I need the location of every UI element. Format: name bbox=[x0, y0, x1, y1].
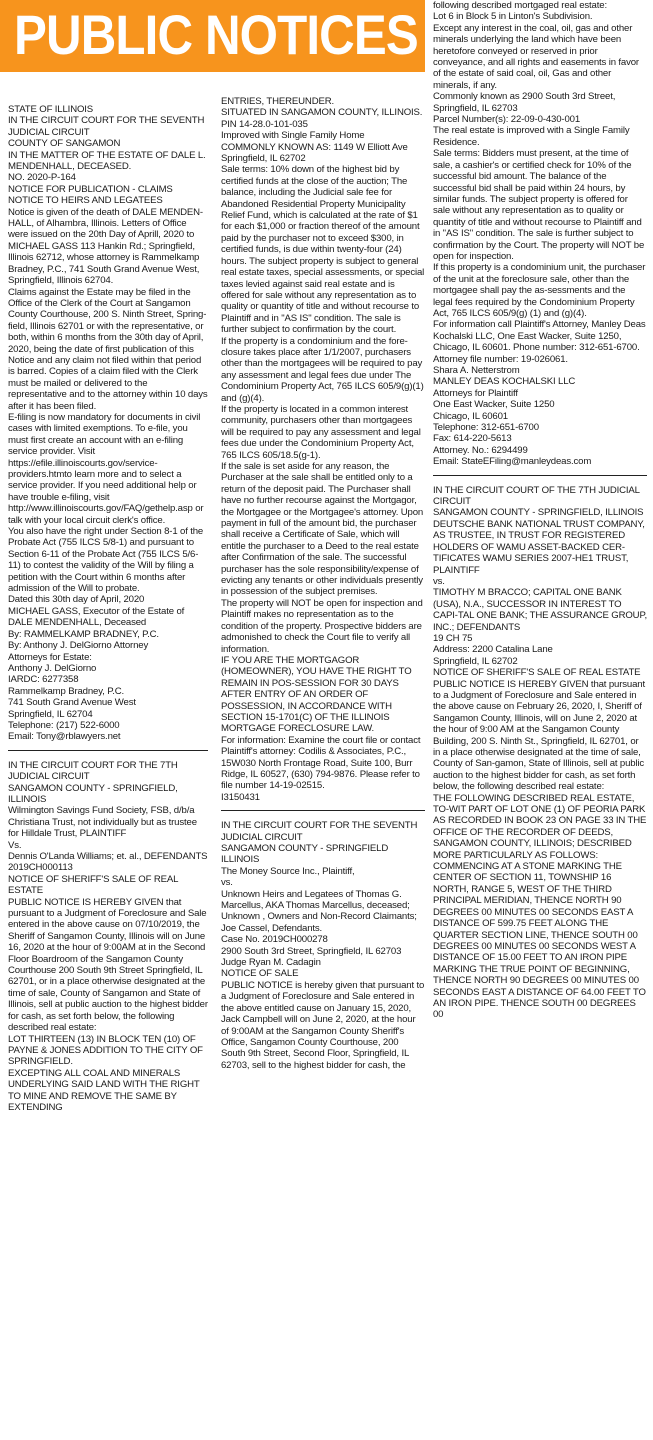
notice-paragraph: Claims against the Estate may be filed in the Office of the Clerk of the Court at Sangamon County Courthouse, 200 S. Ninth Street, Spring-field, Illinois 62701 or with the representative, or both, within 6 months from the 30th day of April, 2020, being the date of first publication of this Notice and any claim not filed within that period is barred. Copies of a claim filed with the Clerk must be mailed or delivered to the representative and to the attorney within 10 days after it has been filed. bbox=[8, 286, 208, 412]
notice-paragraph: E-filing is now mandatory for documents in civil cases with limited exemptions. To e-file, you must first create an account with an e-filing service provider. Visit https://efile.illinoiscourts.gov/service-providers.htmto learn more and to select a service provider. If you need additional help or have trouble e-filing, visit http://www.illinoiscourts.gov/FAQ/gethelp.asp or talk with your local circuit clerk's office. bbox=[8, 411, 204, 526]
notice-paragraph: One East Wacker, Suite 1250 bbox=[433, 399, 555, 411]
page-title: PUBLIC NOTICES bbox=[14, 3, 418, 66]
notice-paragraph: Email: Tony@rblawyers.net bbox=[8, 731, 121, 743]
notice-paragraph: NOTICE OF SHERIFF'S SALE OF REAL ESTATE bbox=[8, 873, 178, 897]
notice-paragraph: STATE OF ILLINOIS bbox=[8, 104, 94, 115]
notice-paragraph: Judge Ryan M. Cadagin bbox=[221, 957, 321, 969]
notice-paragraph: Email: StateEFiling@manleydeas.com bbox=[433, 456, 592, 468]
notice-paragraph: MICHAEL GASS, Executor of the Estate of DALE MENDENHALL, Deceased bbox=[8, 605, 185, 629]
notice-paragraph: IF YOU ARE THE MORTGAGOR (HOMEOWNER), YOU HAVE THE RIGHT TO REMAIN IN POS-SESSION FOR 30 DAYS AFTER ENTRY OF AN ORDER OF POSSESSION, IN ACCORDANCE WITH SECTION 15-1701(C) OF THE ILLINOIS MORTGAGE FORECLOSURE LAW. bbox=[221, 654, 412, 735]
notice-paragraph: Case No. 2019CH000278 bbox=[221, 934, 328, 946]
notice-paragraph: TIMOTHY M BRACCO; CAPITAL ONE BANK (USA), N.A., SUCCESSOR IN INTEREST TO CAPI-TAL ONE BANK; THE ASSURANCE GROUP, INC.; DEFENDANTS bbox=[433, 587, 647, 633]
notice-paragraph: SITUATED IN SANGAMON COUNTY, ILLINOIS. bbox=[221, 107, 423, 119]
notice-paragraph: following described mortgaged real estate: bbox=[433, 0, 607, 11]
notice-paragraph: IN THE CIRCUIT COURT FOR THE SEVENTH JUDICIAL CIRCUIT bbox=[221, 820, 418, 843]
notice-paragraph: By: RAMMELKAMP BRADNEY, P.C. bbox=[8, 628, 159, 640]
notice-paragraph: Dennis O'Landa Williams; et. al., DEFENDANTS bbox=[8, 851, 208, 862]
notice-paragraph: Springfield, IL 62704 bbox=[8, 708, 93, 720]
notice-paragraph: Sale terms: Bidders must present, at the time of sale, a cashier's or certified check for 10% of the successful bid amount. The balance of the successful bid shall be paid within 24 hours, by similar funds. The subject property is offered for sale without any representation as to quality or quantity of title and without recourse to Plaintiff and in "AS IS" condition. The sale is further subject to confirmation by the Court. The property will NOT be open for inspection. bbox=[433, 148, 645, 262]
notice-paragraph: Address: 2200 Catalina Lane bbox=[433, 644, 553, 656]
notice-paragraph: You also have the right under Section 8-1 of the Probate Act (755 ILCS 5/8-1) and pursuant to Section 6-11 of the Probate Act (755 ILCS 5/6-11) to contest the validity of the Will by filing a petition with the Court within 6 months after admission of the Will to probate. bbox=[8, 526, 204, 595]
notice-paragraph: SANGAMON COUNTY - SPRINGFIELD, ILLINOIS bbox=[433, 507, 644, 519]
notice-paragraph: If this property is a condominium unit, the purchaser of the unit at the foreclosure sale, other than the mortgagee shall pay the as-sessments and the legal fees required by the Condominium Property Act, 765 ILCS 605/9(g) (1) and (g)(4). bbox=[433, 262, 646, 319]
notice-paragraph: Chicago, IL 60601 bbox=[433, 410, 508, 422]
notice-paragraph: I3150431 bbox=[221, 791, 260, 803]
notice-paragraph: Anthony J. DelGiorno bbox=[8, 662, 97, 674]
notice-paragraph: Attorney. No.: 6294499 bbox=[433, 444, 528, 456]
notice-paragraph: PUBLIC NOTICE is hereby given that pursuant to a Judgment of Foreclosure and Sale entered in the above entitled cause on January 15, 2020, Jack Campbell will on June 2, 2020, at the hour of 9:00AM at the Sangamon County Sheriff's Office, Sangamon County Courthouse, 200 South 9th Street, Second Floor, Springfield, IL 62703, sell to the highest bidder for cash, the bbox=[221, 979, 425, 1071]
notice-paragraph: For information: Examine the court file or contact Plaintiff's attorney: Codilis & Associates, P.C., 15W030 North Frontage Road, Suite 100, Burr Ridge, IL 60527, (630) 794-9876. Please refer to file number 14-19-02515. bbox=[221, 734, 421, 792]
notice-paragraph: For information call Plaintiff's Attorney, Manley Deas Kochalski LLC, One East Wacker, Suite 1250, Chicago, IL 60601. Phone number: 312-651-6700. Attorney file number: 19-026061. bbox=[433, 319, 646, 365]
notice-paragraph: PUBLIC NOTICE IS HEREBY GIVEN that pursuant to a Judgment of Foreclosure and Sale entered in the above cause on 07/10/2019, the Sheriff of Sangamon County, Illinois will on June 16, 2020 at the hour of 9:00AM at in the Second Floor Boardroom of the Sangamon County Courthouse 200 South 9th Street Springfield, IL 62701, or in a place otherwise designated at the time of sale, County of Sangamon and State of Illinois, sell at public auction to the highest bidder for cash, as set forth below, the following described real estate: bbox=[8, 896, 208, 1034]
notice-paragraph: Improved with Single Family Home bbox=[221, 130, 365, 142]
column-1 bbox=[8, 104, 208, 1440]
notice-paragraph: Telephone: (217) 522-6000 bbox=[8, 719, 120, 731]
notice-paragraph: SANGAMON COUNTY - SPRINGFIELD, ILLINOIS bbox=[8, 782, 178, 805]
notice-paragraph: 741 South Grand Avenue West bbox=[8, 697, 136, 709]
notice-paragraph: NOTICE OF SALE bbox=[221, 968, 299, 980]
notice-paragraph: THE FOLLOWING DESCRIBED REAL ESTATE, TO-WIT PART OF LOT ONE (1) OF PEORIA PARK AS RECORDED IN BOOK 23 ON PAGE 33 IN THE OFFICE OF THE RECORDER OF DEEDS, SANGAMON COUNTY, ILLINOIS; DESCRIBED MORE PARTICULARLY AS FOLLOWS: COMMENCING AT A STONE MARKING THE CENTER OF SECTION 11, TOWNSHIP 16 NORTH, RANGE 5, WEST OF THE THIRD PRINCIPAL MERIDIAN, THENCE NORTH 90 DEGREES 00 MINUTES 00 SECONDS EAST A DISTANCE OF 599.75 FEET ALONG THE QUARTER SECTION LINE, THENCE SOUTH 00 DEGREES 00 MINUTES 00 SECONDS WEST A DISTANCE OF 15.00 FEET TO AN IRON PIPE MARKING THE TRUE POINT OF BEGINNING, THENCE NORTH 90 DEGREES 00 MINUTES 00 SECONDS EAST A DISTANCE OF 64.00 FEET TO AN IRON PIPE. THENCE SOUTH 00 DEGREES 00 bbox=[433, 792, 647, 1021]
notice-divider bbox=[433, 475, 647, 476]
notice-paragraph: LOT THIRTEEN (13) IN BLOCK TEN (10) OF PAYNE & JONES ADDITION TO THE CITY OF SPRINGFIELD. bbox=[8, 1033, 203, 1068]
notice-paragraph: If the property is a condominium and the fore-closure takes place after 1/1/2007, purchasers other than the mortgagees will be required to pay any assessment and legal fees due under The Condominium Property Act, 765 ILCS 605/9(g)(1) and (g)(4). bbox=[221, 335, 424, 404]
notice-paragraph: IN THE CIRCUIT COURT FOR THE 7TH JUDICIAL CIRCUIT bbox=[8, 759, 178, 783]
column-2 bbox=[221, 96, 425, 1432]
notice-paragraph: The real estate is improved with a Single Family Residence. bbox=[433, 125, 630, 148]
notice-paragraph: NOTICE FOR PUBLICATION - CLAIMS bbox=[8, 183, 173, 195]
legal-notice bbox=[221, 820, 425, 1071]
legal-notice bbox=[433, 485, 647, 1021]
notice-paragraph: Commonly known as 2900 South 3rd Street, Springfield, IL 62703 bbox=[433, 91, 616, 114]
notice-paragraph: The Money Source Inc., Plaintiff, bbox=[221, 865, 355, 877]
notice-paragraph: 2019CH000113 bbox=[8, 862, 73, 874]
notice-paragraph: vs. bbox=[433, 575, 445, 587]
notice-paragraph: If the sale is set aside for any reason, the Purchaser at the sale shall be entitled only to a return of the deposit paid. The Purchaser shall have no further recourse against the Mortgagor, the Mortgagee or the Mortgagee's attorney. Upon payment in full of the amount bid, the purchaser shall receive a Certificate of Sale, which will entitle the purchaser to a Deed to the real estate after Confirmation of the sale. The successful purchaser has the sole responsibility/expense of evicting any tenants or other individuals presently in possession of the subject premises. bbox=[221, 461, 424, 598]
notice-paragraph: IN THE MATTER OF THE ESTATE OF DALE L. MENDENHALL, DECEASED. bbox=[8, 149, 206, 173]
legal-notice bbox=[221, 96, 425, 803]
notice-paragraph: Rammelkamp Bradney, P.C. bbox=[8, 685, 125, 697]
notice-paragraph: Telephone: 312-651-6700 bbox=[433, 422, 539, 434]
notice-paragraph: PUBLIC NOTICE IS HEREBY GIVEN that pursuant to a Judgment of Foreclosure and Sale entered in the above cause on February 26, 2020, I, Sheriff of Sangamon County, Illinois, will on June 2, 2020 at the hour of 9:00 AM at the Sangamon County Building, 200 S. Ninth St., Springfield, IL 62701, or in a place otherwise designated at the time of sale, County of San-gamon, State of Illinois, sell at public auction to the highest bidder for cash, as set forth below, the following described real estate: bbox=[433, 678, 645, 793]
notice-paragraph: Parcel Number(s): 22-09-0-430-001 bbox=[433, 114, 581, 126]
notice-paragraph: Shara A. Netterstrom bbox=[433, 365, 520, 376]
notice-paragraph: NOTICE OF SHERIFF'S SALE OF REAL ESTATE bbox=[433, 667, 641, 679]
notice-paragraph: COUNTY OF SANGAMON bbox=[8, 138, 121, 150]
column-3 bbox=[433, 0, 647, 1336]
notice-paragraph: If the property is located in a common interest community, purchasers other than mortgagees will be required to pay any assessment and legal fees due under the Condominium Property Act, 765 ILCS 605/18.5(g-1). bbox=[221, 403, 421, 461]
notice-divider bbox=[8, 750, 208, 751]
notice-paragraph: COMMONLY KNOWN AS: 1149 W Elliott Ave Springfield, IL 62702 bbox=[221, 141, 408, 165]
header-banner bbox=[0, 0, 425, 72]
notice-paragraph: Unknown Heirs and Legatees of Thomas G. Marcellus, AKA Thomas Marcellus, deceased; Unknown , Owners and Non-Record Claimants; Joe Cassel, Defendants. bbox=[221, 888, 417, 934]
notice-paragraph: 2900 South 3rd Street, Springfield, IL 62703 bbox=[221, 945, 402, 957]
legal-notice bbox=[8, 104, 208, 743]
notice-divider bbox=[221, 810, 425, 811]
notice-paragraph: IARDC: 6277358 bbox=[8, 674, 79, 686]
notice-paragraph: SANGAMON COUNTY - SPRINGFIELD ILLINOIS bbox=[221, 843, 389, 866]
notice-paragraph: Springfield, IL 62702 bbox=[433, 655, 518, 667]
notice-paragraph: Notice is given of the death of DALE MENDEN-HALL, of Alhambra, Illinois. Letters of Office were issued on the 20th Day of Aprill, 2020 to MICHAEL GASS 113 Hankin Rd.; Springfield, Illinois 62712, whose attorney is Rammelkamp Bradney, P.C., 741 South Grand Avenue West, Springfield, Illinois 62704. bbox=[8, 206, 203, 287]
notice-paragraph: Vs. bbox=[8, 839, 22, 851]
notice-paragraph: 19 CH 75 bbox=[433, 632, 473, 644]
notice-paragraph: Except any interest in the coal, oil, gas and other minerals underlying the land which have been heretofore conveyed or reserved in prior conveyance, and all rights and easements in favor of the estate of said coal, oil, Gas and other minerals, if any. bbox=[433, 22, 639, 91]
notice-paragraph: Attorneys for Plaintiff bbox=[433, 387, 518, 399]
notice-paragraph: EXCEPTING ALL COAL AND MINERALS UNDERLYING SAID LAND WITH THE RIGHT TO MINE AND REMOVE THE SAME BY EXTENDING bbox=[8, 1067, 200, 1113]
notice-paragraph: PIN 14-28.0-101-035 bbox=[221, 118, 308, 130]
notice-paragraph: Attorneys for Estate: bbox=[8, 651, 92, 663]
notice-paragraph: MANLEY DEAS KOCHALSKI LLC bbox=[433, 376, 576, 388]
notice-paragraph: By: Anthony J. DelGiorno Attorney bbox=[8, 640, 149, 652]
notice-paragraph: Sale terms: 10% down of the highest bid by certified funds at the close of the auction; The balance, including the Judicial sale fee for Abandoned Residential Property Municipality Relief Fund, which is calculated at the rate of $1 for each $1,000 or fraction thereof of the amount paid by the purchaser not to exceed $300, in certified funds, is due within twenty-four (24) hours. The subject property is subject to general real estate taxes, special assessments, or special taxes levied against said real estate and is offered for sale without any representation as to quality or quantity of title and without recourse to Plaintiff and in "AS IS" condition. The sale is further subject to confirmation by the court. bbox=[221, 164, 425, 336]
notice-paragraph: Wilmington Savings Fund Society, FSB, d/b/a Christiana Trust, not individually but as trustee for Hilldale Trust, PLAINTIFF bbox=[8, 805, 197, 840]
notice-paragraph: NOTICE TO HEIRS AND LEGATEES bbox=[8, 195, 163, 207]
notice-paragraph: IN THE CIRCUIT COURT FOR THE SEVENTH JUDICIAL CIRCUIT bbox=[8, 115, 205, 138]
legal-notice bbox=[8, 760, 208, 1114]
notice-paragraph: The property will NOT be open for inspection and Plaintiff makes no representation as to the condition of the property. Prospective bidders are admonished to check the Court file to verify all information. bbox=[221, 597, 423, 655]
notice-paragraph: ENTRIES, THEREUNDER. bbox=[221, 96, 335, 107]
notice-paragraph: DEUTSCHE BANK NATIONAL TRUST COMPANY, AS TRUSTEE, IN TRUST FOR REGISTERED HOLDERS OF WAMU ASSET-BACKED CER-TIFICATES WAMU SERIES 2007-HE1 TRUST, PLAINTIFF bbox=[433, 518, 645, 576]
notice-paragraph: Fax: 614-220-5613 bbox=[433, 433, 512, 445]
legal-notice bbox=[433, 0, 647, 468]
notice-paragraph: Lot 6 in Block 5 in Linton's Subdivision. bbox=[433, 11, 593, 23]
notice-paragraph: NO. 2020-P-164 bbox=[8, 172, 76, 184]
notice-paragraph: Dated this 30th day of April, 2020 bbox=[8, 594, 145, 606]
notice-paragraph: vs. bbox=[221, 877, 233, 889]
notice-paragraph: IN THE CIRCUIT COURT OF THE 7TH JUDICIAL CIRCUIT bbox=[433, 484, 640, 508]
